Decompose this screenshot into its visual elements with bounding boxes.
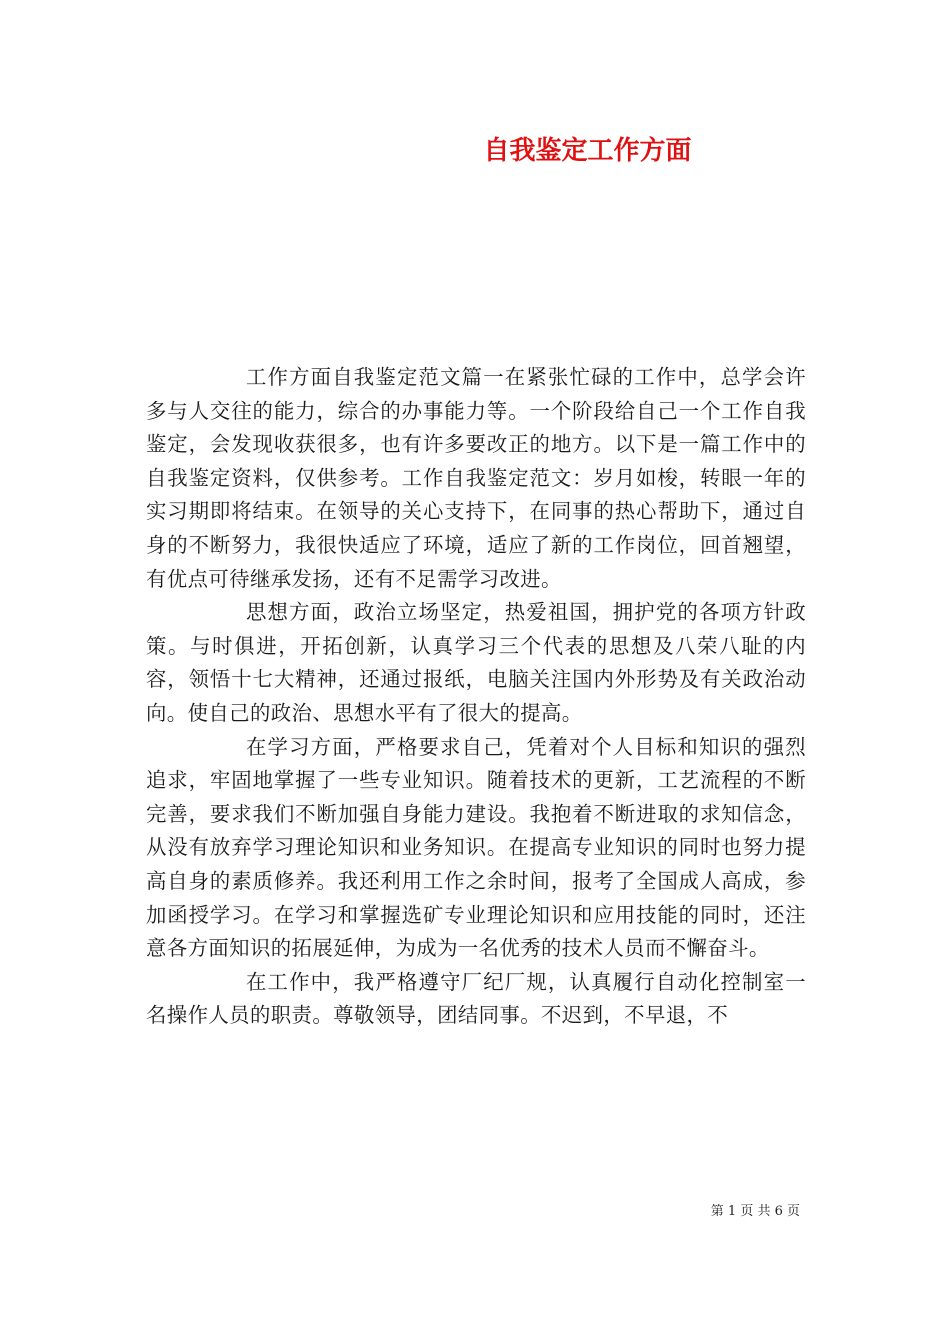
document-body (146, 361, 806, 1033)
paragraph-study: 在学习方面，严格要求自己，凭着对个人目标和知识的强烈追求，牢固地掌握了一些专业知识。随着技术的更新，工艺流程的不断完善，要求我们不断加强自身能力建设。我抱着不断进取的求知信念，从没有放弃学习理论知识和业务知识。在提高专业知识的同时也努力提高自身的素质修养。我还利用工作之余时间，报考了全国成人高成，参加函授学习。在学习和掌握选矿专业理论知识和应用技能的同时，还注意各方面知识的拓展延伸，为成为一名优秀的技术人员而不懈奋斗。 (146, 734, 806, 961)
paragraph-work: 在工作中，我严格遵守厂纪厂规，认真履行自动化控制室一名操作人员的职责。尊敬领导，团结同事。不迟到，不早退，不 (146, 969, 806, 1028)
paragraph-intro: 工作方面自我鉴定范文篇一在紧张忙碌的工作中，总学会许多与人交往的能力，综合的办事能力等。一个阶段给自己一个工作自我鉴定，会发现收获很多，也有许多要改正的地方。以下是一篇工作中的自我鉴定资料，仅供参考。工作自我鉴定范文：岁月如梭，转眼一年的实习期即将结束。在领导的关心支持下，在同事的热心帮助下，通过自身的不断努力，我很快适应了环境，适应了新的工作岗位，回首翘望，有优点可待继承发扬，还有不足需学习改进。 (146, 365, 806, 591)
paragraph-ideology: 思想方面，政治立场坚定，热爱祖国，拥护党的各项方针政策。与时俱进，开拓创新，认真学习三个代表的思想及八荣八耻的内容，领悟十七大精神，还通过报纸，电脑关注国内外形势及有关政治动向。使自己的政治、思想水平有了很大的提高。 (146, 600, 806, 725)
document-title: 自我鉴定工作方面 (483, 136, 692, 166)
page-number-footer: 第 1 页 共 6 页 (710, 1204, 800, 1219)
